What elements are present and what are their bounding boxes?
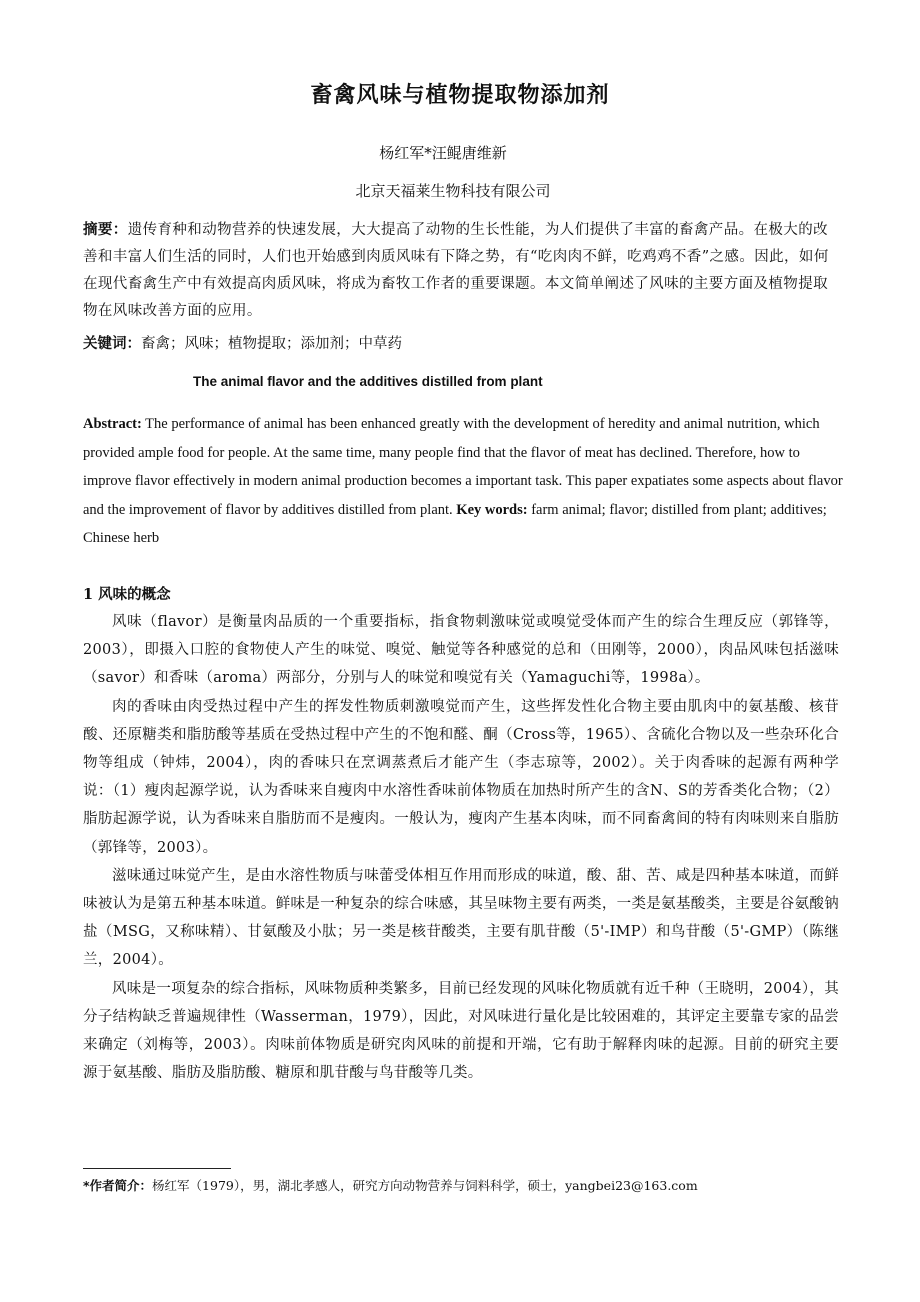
section-1-heading: 1 风味的概念 xyxy=(83,586,171,603)
abstract-en-text: The performance of animal has been enhanced greatly with the development of heredity and animal nutrition, which provided ample food for people. At the same time, many people find that the flavor of meat has declined. Therefore, how to improve flavor effectively in modern animal production becomes a important task. This paper expatiates some aspects about flavor and the improvement of flavor by additives distilled from plant. xyxy=(83,416,843,518)
paper-title: 畜禽风味与植物提取物添加剂 xyxy=(310,83,610,108)
keywords-cn xyxy=(83,332,839,356)
keywords-en-text: farm animal; flavor; distilled from plant; additives; Chinese herb xyxy=(83,501,827,547)
footnote-text: 杨红军（1979），男，湖北孝感人，研究方向动物营养与饲料科学，硕士，yangbei23@163.com xyxy=(152,1178,698,1193)
keywords-cn-text: 畜禽；风味；植物提取；添加剂；中草药 xyxy=(141,336,402,352)
abstract-cn xyxy=(83,217,839,325)
english-title: The animal flavor and the additives distilled from plant xyxy=(193,374,543,389)
body-paragraph: 肉的香味由肉受热过程中产生的挥发性物质刺激嗅觉而产生，这些挥发性化合物主要由肌肉中的氨基酸、核苷酸、还原糖类和脂肪酸等基质在受热过程中产生的不饱和醛、酮（Cross等，1965）、含硫化合物以及一些杂环化合物等组成（钟炜，2004），肉的香味只在烹调蒸煮后才能产生（李志琼等，2002）。关于肉香味的起源有两种学说：（1）瘦肉起源学说，认为香味来自瘦肉中水溶性香味前体物质在加热时所产生的含N、S的芳香类化合物；（2）脂肪起源学说，认为香味来自脂肪而不是瘦肉。一般认为，瘦肉产生基本肉味，而不同畜禽间的特有肉味则来自脂肪（郭锋等，2003）。 xyxy=(83,698,839,856)
body-paragraph: 风味是一项复杂的综合指标，风味物质种类繁多，目前已经发现的风味化物质就有近千种（王晓明，2004），其分子结构缺乏普遍规律性（Wasserman，1979），因此，对风味进行量化是比较困难的，其评定主要靠专家的品尝来确定（刘梅等，2003）。肉味前体物质是研究肉风味的前提和开端，它有助于解释肉味的起源。目前的研究主要源于氨基酸、脂肪及脂肪酸、糖原和肌苷酸与鸟苷酸等几类。 xyxy=(83,980,839,1082)
abstract-cn-text: 遗传育种和动物营养的快速发展，大大提高了动物的生长性能，为人们提供了丰富的畜禽产品。在极大的改善和丰富人们生活的同时，人们也开始感到肉质风味有下降之势，有“吃肉肉不鲜，吃鸡鸡不香”之感。因此，如何在现代畜禽生产中有效提高肉质风味，将成为畜牧工作者的重要课题。本文简单阐述了风味的主要方面及植物提取物在风味改善方面的应用。 xyxy=(83,222,829,319)
keywords-cn-label: 关键词： xyxy=(83,336,141,352)
abstract-en-label: Abstract: xyxy=(83,416,142,432)
footnote-divider xyxy=(83,1168,231,1169)
author-footnote xyxy=(83,1176,843,1196)
keywords-en-label: Key words: xyxy=(456,501,528,518)
section-1-body xyxy=(83,608,839,1087)
author-list: 杨红军*汪鲲唐维新 xyxy=(379,144,507,162)
abstract-en xyxy=(83,410,843,553)
affiliation: 北京天福莱生物科技有限公司 xyxy=(355,182,551,200)
abstract-cn-label: 摘要： xyxy=(83,222,128,238)
footnote-label: *作者简介： xyxy=(83,1178,153,1193)
body-paragraph: 风味（flavor）是衡量肉品质的一个重要指标，指食物刺激味觉或嗅觉受体而产生的综合生理反应（郭锋等，2003），即摄入口腔的食物使人产生的味觉、嗅觉、触觉等各种感觉的总和（田刚等，2000），肉品风味包括滋味（savor）和香味（aroma）两部分，分别与人的味觉和嗅觉有关（Yamaguchi等，1998a）。 xyxy=(83,614,839,687)
body-paragraph: 滋味通过味觉产生，是由水溶性物质与味蕾受体相互作用而形成的味道，酸、甜、苦、咸是四种基本味道，而鲜味被认为是第五种基本味道。鲜味是一种复杂的综合味感，其呈味物主要有两类，一类是氨基酸类，主要是谷氨酸钠盐（MSG，又称味精）、甘氨酸及小肽；另一类是核苷酸类，主要有肌苷酸（5'-IMP）和鸟苷酸（5'-GMP）（陈继兰，2004）。 xyxy=(83,867,839,969)
